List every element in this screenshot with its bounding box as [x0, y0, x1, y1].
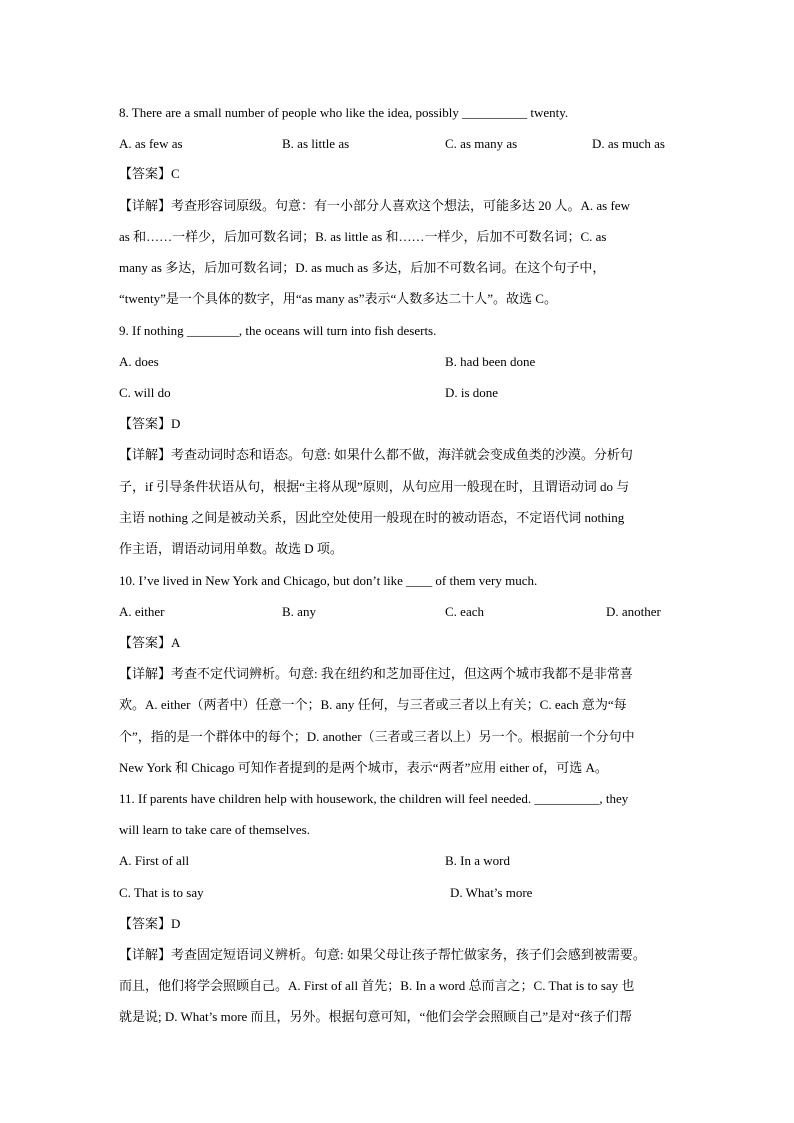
question-10-answer: 【答案】A — [119, 635, 181, 650]
question-8-explanation-line: many as 多达，后加可数名词；D. as much as 多达，后加不可数名词。在这个句子中， — [119, 260, 606, 275]
question-9-option-b: B. had been done — [445, 354, 536, 369]
question-10-explanation-line: 【详解】考查不定代词辨析。句意: 我在纽约和芝加哥住过，但这两个城市我都不是非常喜 — [119, 666, 633, 681]
question-9-option-d: D. is done — [445, 385, 499, 400]
question-11-explanation-line: 就是说; D. What’s more 而且，另外。根据句意可知，“他们会学会照顾自己”是对“孩子们帮 — [119, 1009, 632, 1024]
question-9-explanation-line: 主语 nothing 之间是被动关系，因此空处使用一般现在时的被动语态，不定语代词 nothing — [119, 510, 625, 525]
question-11-option-d: D. What’s more — [450, 885, 533, 900]
question-8-option-b: B. as little as — [282, 136, 350, 151]
question-8-stem: 8. There are a small number of people who like the idea, possibly __________ twenty. — [119, 105, 569, 120]
question-8-option-d: D. as much as — [592, 136, 665, 151]
question-9-explanation-line: 子，if 引导条件状语从句，根据“主将从现”原则，从句应用一般现在时，且谓语动词 do 与 — [119, 479, 630, 494]
question-8-answer: 【答案】C — [119, 166, 180, 181]
question-10-explanation-line: New York 和 Chicago 可知作者提到的是两个城市，表示“两者”应用 either of，可选 A。 — [119, 760, 608, 775]
question-10-option-a: A. either — [119, 604, 165, 619]
question-9-explanation-line: 作主语，谓语动词用单数。故选 D 项。 — [119, 541, 343, 556]
question-11-answer: 【答案】D — [119, 916, 181, 931]
question-10-option-b: B. any — [282, 604, 316, 619]
question-8-explanation-line: “twenty”是一个具体的数字，用“as many as”表示“人数多达二十人”。故选 C。 — [119, 291, 557, 306]
question-11-explanation-line: 而且，他们将学会照顾自己。A. First of all 首先；B. In a word 总而言之；C. That is to say 也 — [119, 978, 635, 993]
question-10-explanation-line: 个”，指的是一个群体中的每个；D. another（三者或三者以上）另一个。根据前一个分句中 — [119, 729, 635, 744]
question-11-option-b: B. In a word — [445, 853, 510, 868]
question-11-explanation-line: 【详解】考查固定短语词义辨析。句意: 如果父母让孩子帮忙做家务，孩子们会感到被需要。 — [119, 947, 646, 962]
question-10-option-d: D. another — [606, 604, 661, 619]
question-10-stem: 10. I’ve lived in New York and Chicago, but don’t like ____ of them very much. — [119, 573, 538, 588]
question-8-option-c: C. as many as — [445, 136, 518, 151]
question-11-option-a: A. First of all — [119, 853, 190, 868]
question-11-stem-line: will learn to take care of themselves. — [119, 822, 310, 837]
question-11-option-c: C. That is to say — [119, 885, 204, 900]
question-9-answer: 【答案】D — [119, 416, 181, 431]
question-10-option-c: C. each — [445, 604, 484, 619]
question-10-explanation-line: 欢。A. either（两者中）任意一个；B. any 任何，与三者或三者以上有关；C. each 意为“每 — [119, 697, 627, 712]
question-9-stem: 9. If nothing ________, the oceans will turn into fish deserts. — [119, 323, 437, 338]
question-9-option-c: C. will do — [119, 385, 171, 400]
question-9-explanation-line: 【详解】考查动词时态和语态。句意: 如果什么都不做，海洋就会变成鱼类的沙漠。分析句 — [119, 447, 633, 462]
question-8-option-a: A. as few as — [119, 136, 183, 151]
question-8-explanation-line: 【详解】考查形容词原级。句意：有一小部分人喜欢这个想法，可能多达 20 人。A. as few — [119, 198, 630, 213]
question-11-stem-line: 11. If parents have children help with housework, the children will feel needed. __________, they — [119, 791, 629, 806]
question-9-option-a: A. does — [119, 354, 159, 369]
question-8-explanation-line: as 和……一样少，后加可数名词；B. as little as 和……一样少，后加不可数名词；C. as — [119, 229, 607, 244]
